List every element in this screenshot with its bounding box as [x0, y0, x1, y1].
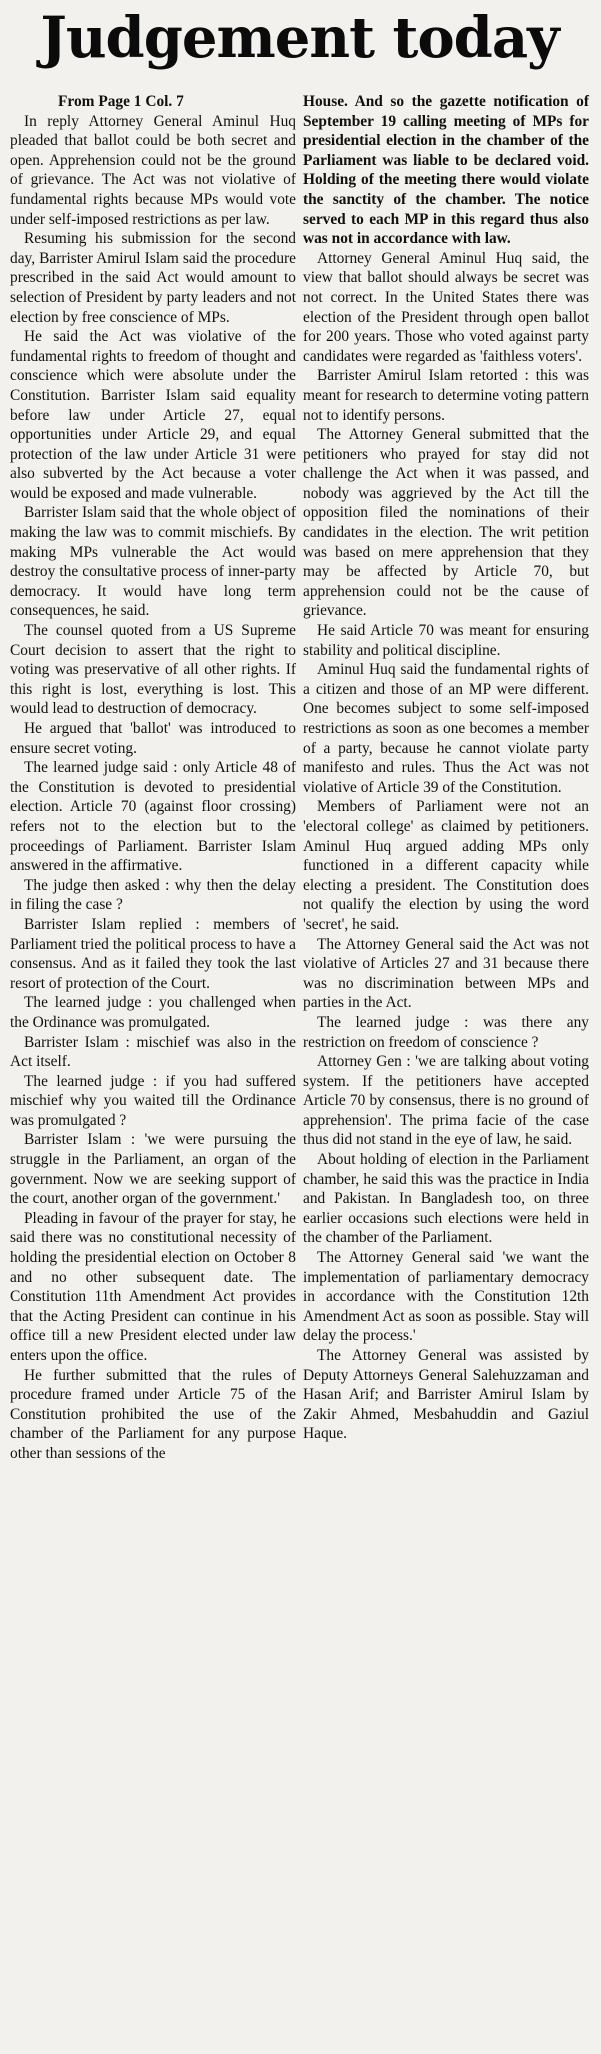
right-column: [303, 92, 589, 1464]
article-paragraph: Barrister Islam replied : members of Parliament tried the political process to have a consensus. And as it failed they took the last resort of protection of the Court.: [10, 915, 296, 992]
article-paragraph: Attorney Gen : 'we are talking about voting system. If the petitioners have accepted Article 70 by consensus, there is no ground of apprehension'. The prima facie of the case thus did not stand in the eye of law, he said.: [303, 1053, 589, 1149]
article-paragraph: He said the Act was violative of the fundamental rights to freedom of thought and conscience which were absolute under the Constitution. Barrister Islam said equality before law under Article 27, equal opportunities under Article 29, and equal protection of the law under Article 31 were also subverted by the Act because a voter would be exposed and made vulnerable.: [10, 328, 296, 502]
article-paragraph: He said Article 70 was meant for ensuring stability and political discipline.: [303, 622, 589, 659]
article-paragraph: Pleading in favour of the prayer for stay, he said there was no constitutional necessity of holding the presidential election on October 8 and no other subsequent date. The Constitution 11th Amendment Act provides that the Acting President can continue in his office till a new President elected under law enters upon the office.: [10, 1209, 296, 1364]
article-paragraph: The Attorney General said the Act was not violative of Articles 27 and 31 because there was no discrimination between MPs and parties in the Act.: [303, 935, 589, 1012]
article-paragraph: He further submitted that the rules of procedure framed under Article 75 of the Constitution prohibited the use of the chamber of the Parliament for any purpose other than sessions of the: [10, 1366, 296, 1462]
article-paragraph: Resuming his submission for the second day, Barrister Amirul Islam said the procedure prescribed in the said Act would amount to selection of President by party leaders and not election by free conscience of MPs.: [10, 230, 296, 326]
article-paragraph: Barrister Islam said that the whole object of making the law was to commit mischiefs. By making MPs vulnerable the Act would destroy the consultative process of inner-party democracy. It would have long term consequences, he said.: [10, 504, 296, 620]
article-paragraph: The Attorney General submitted that the petitioners who prayed for stay did not challenge the Act when it was passed, and nobody was aggrieved by the Act till the opposition filed the nominations of their candidates in the election. The writ petition was based on mere apprehension that they may be affected by Article 70, but apprehension could not be the cause of grievance.: [303, 426, 589, 620]
left-column: [10, 92, 296, 1464]
article-paragraph: Barrister Islam : mischief was also in the Act itself.: [10, 1033, 296, 1071]
article-paragraph: Aminul Huq said the fundamental rights of a citizen and those of an MP were different. One becomes subject to some self-imposed restrictions as soon as one becomes a member of a party, because he cannot violate party manifesto and rules. Thus the Act was not violative of Article 39 of the Constitution.: [303, 661, 589, 796]
article-paragraph: The Attorney General was assisted by Deputy Attorneys General Salehuzzaman and Hasan Arif; and Barrister Amirul Islam by Zakir Ahmed, Mesbahuddin and Gaziul Haque.: [303, 1347, 589, 1443]
article-paragraph: In reply Attorney General Aminul Huq pleaded that ballot could be both secret and open. Apprehension could not be the ground of grievance. The Act was not violative of fundamental rights because MPs would vote under self-imposed restrictions as per law.: [10, 112, 296, 228]
article-paragraph: He argued that 'ballot' was introduced to ensure secret voting.: [10, 720, 296, 757]
article-paragraph: The learned judge said : only Article 48 of the Constitution is devoted to presidential election. Article 70 (against floor crossing) refers not to the election but to the proceedings of Parliament. Barrister Islam answered in the affirmative.: [10, 759, 296, 875]
article-paragraph: The learned judge : if you had suffered mischief why you waited till the Ordinance was promulgated ?: [10, 1072, 296, 1129]
article-body: [10, 92, 589, 1464]
article-paragraph: The Attorney General said 'we want the implementation of parliamentary democracy in accordance with the Constitution 12th Amendment Act as soon as possible. Stay will delay the process.': [303, 1249, 589, 1345]
article-paragraph: The counsel quoted from a US Supreme Court decision to assert that the right to voting was preservative of all other rights. If this right is lost, everything is lost. This would lead to destruction of democracy.: [10, 622, 296, 718]
article-paragraph: The learned judge : was there any restriction on freedom of conscience ?: [303, 1013, 589, 1051]
article-paragraph: Barrister Islam : 'we were pursuing the struggle in the Parliament, an organ of the government. Now we are seeking support of the court, another organ of the government.': [10, 1131, 296, 1208]
article-paragraph: The judge then asked : why then the delay in filing the case ?: [10, 876, 296, 914]
headline: Judgement today: [40, 5, 559, 71]
article-paragraph: House. And so the gazette notification of September 19 calling meeting of MPs for presidential election in the chamber of the Parliament was liable to be declared void. Holding of the meeting there would violate the sanctity of the chamber. The notice served to each MP in this regard thus also was not in accordance with law.: [303, 93, 589, 248]
article-paragraph: About holding of election in the Parliament chamber, he said this was the practice in India and Pakistan. In Bangladesh too, on three earlier occasions such elections were held in the chamber of the Parliament.: [303, 1151, 589, 1247]
article-paragraph: Attorney General Aminul Huq said, the view that ballot should always be secret was not correct. In the United States there was election of the President through open ballot for 200 years. Those who voted against party candidates were regarded as 'faithless voters'.: [303, 249, 589, 365]
jump-line: From Page 1 Col. 7: [58, 93, 184, 110]
article-paragraph: Barrister Amirul Islam retorted : this was meant for research to determine voting pattern not to identify persons.: [303, 367, 589, 424]
article-paragraph: Members of Parliament were not an 'electoral college' as claimed by petitioners. Aminul Huq argued adding MPs only functioned in a different capacity while electing a president. The Constitution does not qualify the election by using the word 'secret', he said.: [303, 798, 589, 933]
article-paragraph: The learned judge : you challenged when the Ordinance was promulgated.: [10, 994, 296, 1031]
